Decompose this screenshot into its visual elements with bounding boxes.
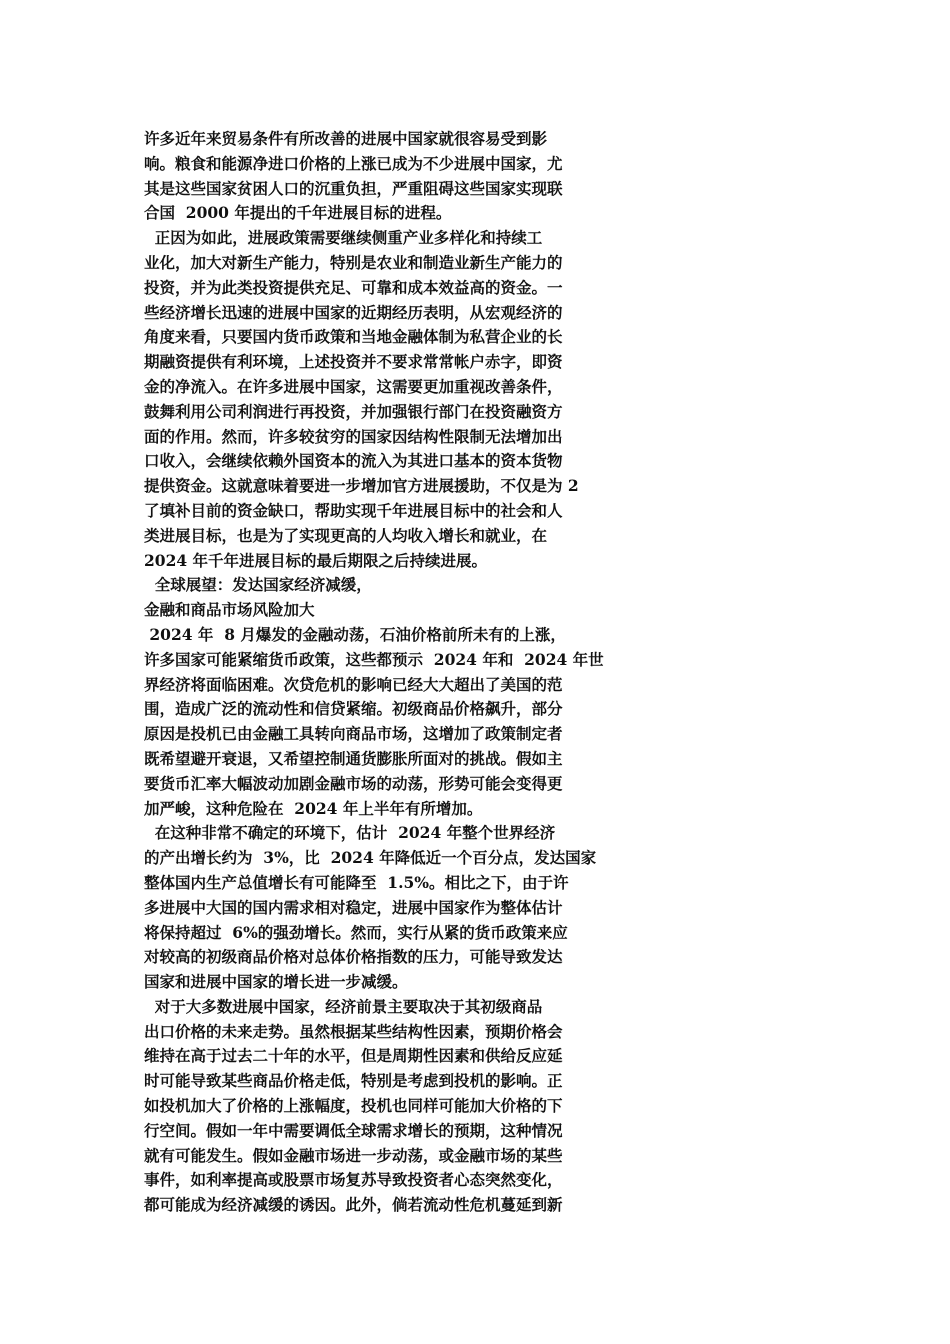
text-line: 要货币汇率大幅波动加剧金融市场的动荡，形势可能会变得更	[144, 773, 563, 793]
text-line: 业化，加大对新生产能力，特别是农业和制造业新生产能力的	[144, 252, 563, 272]
text-line: 多进展中大国的国内需求相对稳定，进展中国家作为整体估计	[144, 897, 563, 917]
text-line: 正因为如此，进展政策需要继续侧重产业多样化和持续工	[144, 228, 543, 248]
text-line: 全球展望：发达国家经济减缓，	[144, 575, 372, 595]
text-line: 响。粮食和能源净进口价格的上涨已成为不少进展中国家，尤	[144, 153, 563, 173]
text-line: 许多近年来贸易条件有所改善的进展中国家就很容易受到影	[144, 129, 548, 148]
text-line: 许多国家可能紧缩货币政策，这些都预示 2024 年和 2024 年世	[144, 649, 604, 669]
text-line: 合国 2000 年提出的千年进展目标的进程。	[144, 203, 452, 223]
text-line: 类进展目标，也是为了实现更高的人均收入增长和就业，在	[144, 525, 548, 545]
text-line: 其是这些国家贫困人口的沉重负担，严重阻碍这些国家实现联	[144, 178, 563, 198]
text-line: 投资，并为此类投资提供充足、可靠和成本效益高的资金。一	[144, 277, 563, 297]
text-line: 对于大多数进展中国家，经济前景主要取决于其初级商品	[144, 996, 543, 1016]
text-line: 加严峻，这种危险在 2024 年上半年有所增加。	[144, 798, 483, 818]
text-line: 出口价格的未来走势。虽然根据某些结构性因素，预期价格会	[144, 1021, 563, 1041]
text-line: 国家和进展中国家的增长进一步减缓。	[144, 972, 408, 992]
text-line: 整体国内生产总值增长有可能降至 1.5%。相比之下，由于许	[144, 872, 569, 892]
text-line: 2024 年千年进展目标的最后期限之后持续进展。	[144, 550, 488, 570]
text-line: 就有可能发生。假如金融市场进一步动荡，或金融市场的某些	[144, 1145, 563, 1165]
text-line: 角度来看，只要国内货币政策和当地金融体制为私营企业的长	[144, 327, 563, 347]
text-line: 围，造成广泛的流动性和信贷紧缩。初级商品价格飙升，部分	[144, 699, 563, 719]
text-line: 了填补目前的资金缺口，帮助实现千年进展目标中的社会和人	[144, 500, 563, 520]
text-line: 面的作用。然而，许多较贫穷的国家因结构性限制无法增加出	[144, 426, 563, 446]
text-line: 对较高的初级商品价格对总体价格指数的压力，可能导致发达	[144, 947, 563, 967]
text-line: 2024 年 8 月爆发的金融动荡，石油价格前所未有的上涨，	[144, 624, 566, 644]
document-body	[144, 127, 624, 1218]
text-line: 既希望避开衰退，又希望控制通货膨胀所面对的挑战。假如主	[144, 748, 563, 768]
text-line: 时可能导致某些商品价格走低，特别是考虑到投机的影响。正	[144, 1071, 563, 1091]
text-line: 行空间。假如一年中需要调低全球需求增长的预期，这种情况	[144, 1120, 563, 1140]
text-line: 提供资金。这就意味着要进一步增加官方进展援助，不仅是为 2	[144, 476, 579, 496]
text-line: 口收入，会继续依赖外国资本的流入为其进口基本的资本货物	[144, 451, 563, 471]
text-line: 原因是投机已由金融工具转向商品市场，这增加了政策制定者	[144, 724, 563, 744]
text-line: 期融资提供有利环境，上述投资并不要求常常帐户赤字，即资	[144, 352, 563, 372]
text-line: 都可能成为经济减缓的诱因。此外，倘若流动性危机蔓延到新	[144, 1195, 563, 1215]
text-line: 维持在高于过去二十年的水平，但是周期性因素和供给反应延	[144, 1046, 563, 1066]
text-line: 在这种非常不确定的环境下，估计 2024 年整个世界经济	[144, 823, 556, 843]
text-line: 金融和商品市场风险加大	[144, 600, 315, 620]
text-line: 鼓舞利用公司利润进行再投资，并加强银行部门在投资融资方	[144, 401, 563, 421]
text-line: 些经济增长迅速的进展中国家的近期经历表明，从宏观经济的	[144, 302, 563, 322]
text-line: 金的净流入。在许多进展中国家，这需要更加重视改善条件，	[144, 376, 563, 396]
text-line: 如投机加大了价格的上涨幅度，投机也同样可能加大价格的下	[144, 1096, 563, 1116]
text-line: 的产出增长约为 3%，比 2024 年降低近一个百分点，发达国家	[144, 848, 597, 868]
text-line: 事件，如利率提高或股票市场复苏导致投资者心态突然变化，	[144, 1170, 563, 1190]
text-line: 界经济将面临困难。次贷危机的影响已经大大超出了美国的范	[144, 674, 563, 694]
text-line: 将保持超过 6%的强劲增长。然而，实行从紧的货币政策来应	[144, 922, 568, 942]
